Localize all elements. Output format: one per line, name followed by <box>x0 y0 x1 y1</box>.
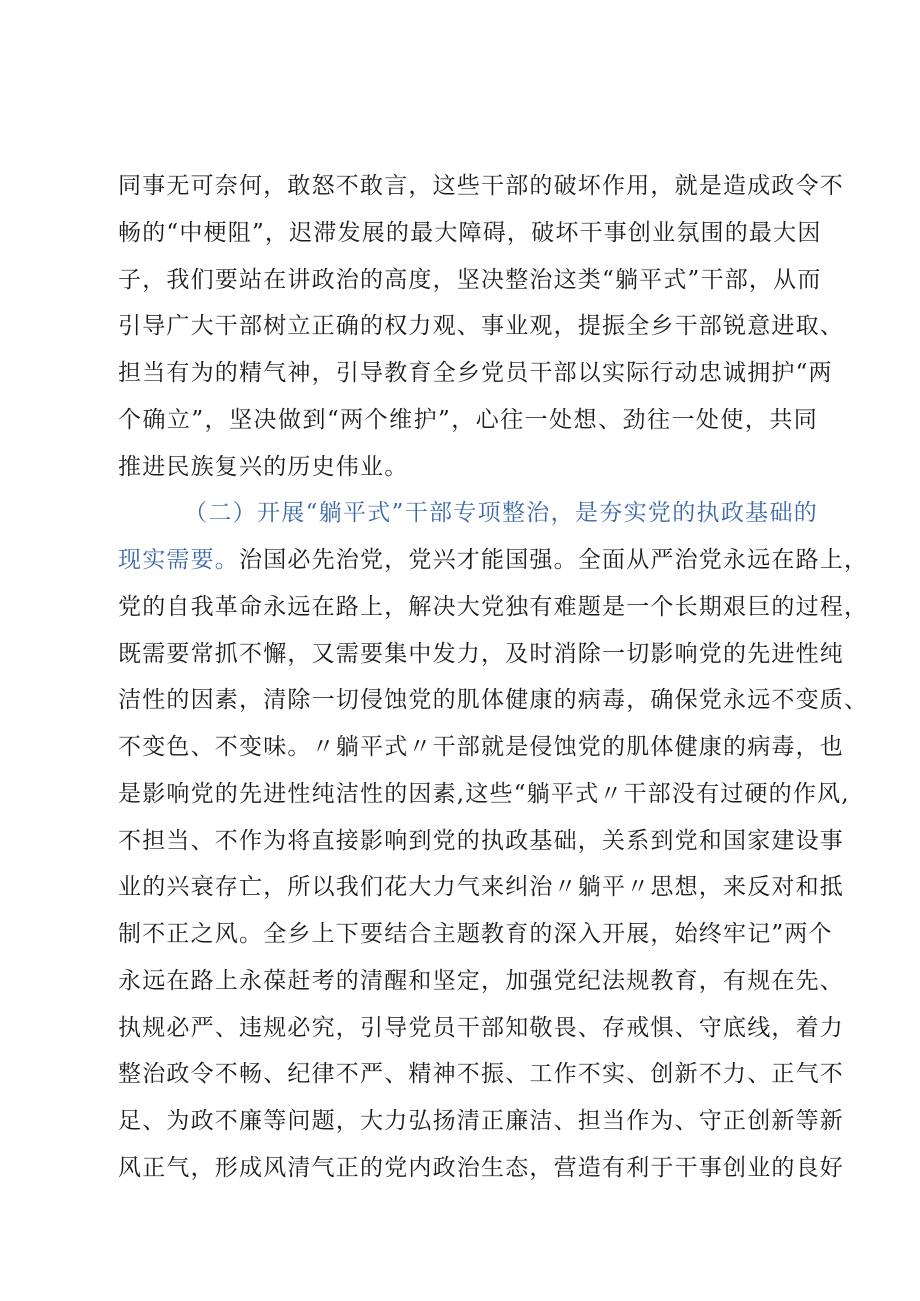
paragraph-line: 永远在路上永葆赶考的清醒和坚定，加强党纪法规教育，有规在先、 <box>118 967 844 994</box>
body-text <box>118 163 869 1192</box>
paragraph-line: 执规必严、违规必究，引导党员干部知敬畏、存戒惧、守底线，着力 <box>118 1014 844 1041</box>
paragraph-line: 整治政令不畅、纪律不严、精神不振、工作不实、创新不力、正气不 <box>118 1061 844 1088</box>
paragraph-line: 风正气，形成风清气正的党内政治生态，营造有利于干事创业的良好 <box>118 1154 844 1181</box>
paragraph-line: 不担当、不作为将直接影响到党的执政基础，关系到党和国家建设事 <box>118 827 844 854</box>
paragraph-line: 引导广大干部树立正确的权力观、事业观，提振全乡干部锐意进取、 <box>118 313 844 340</box>
paragraph-line: 党的自我革命永远在路上，解决大党独有难题是一个长期艰巨的过程， <box>118 593 869 620</box>
paragraph-line: 同事无可奈何，敢怒不敢言，这些干部的破坏作用，就是造成政令不 <box>118 173 844 199</box>
section-heading: （二）开展“躺平式”干部专项整治，是夯实党的执政基础的 <box>184 500 818 527</box>
paragraph-line: 个确立”，坚决做到“两个维护”，心往一处想、劲往一处使，共同 <box>118 406 818 433</box>
paragraph-line: 不变色、不变味。〃躺平式〃干部就是侵蚀党的肌体健康的病毒，也 <box>118 734 844 760</box>
paragraph-line-last: 推进民族复兴的历史伟业。 <box>118 453 409 480</box>
paragraph-line: 洁性的因素，清除一切侵蚀党的肌体健康的病毒，确保党永远不变质、 <box>118 687 869 714</box>
section-heading-end: 现实需要。 <box>118 547 239 573</box>
paragraph-line: 畅的“中梗阻”，迟滞发展的最大障碍，破坏干事创业氛围的最大因 <box>118 219 822 246</box>
paragraph-line: 担当有为的精气神，引导教育全乡党员干部以实际行动忠诚拥护“两 <box>118 360 833 386</box>
paragraph-line: 足、为政不廉等问题，大力弘扬清正廉洁、担当作为、守正创新等新 <box>118 1108 844 1134</box>
paragraph-line: 制不正之风。全乡上下要结合主题教育的深入开展，始终牢记”两个 <box>118 921 833 947</box>
paragraph-line: 既需要常抓不懈，又需要集中发力，及时消除一切影响党的先进性纯 <box>118 640 844 667</box>
paragraph-line <box>118 537 869 584</box>
paragraph-text: 治国必先治党，党兴才能国强。全面从严治党永远在路上， <box>239 547 869 573</box>
paragraph-line: 子，我们要站在讲政治的高度，坚决整治这类“躺平式”干部，从而 <box>118 266 822 293</box>
paragraph-line: 是影响党的先进性纯洁性的因素,这些“躺平式〃干部没有过硬的作风, <box>118 780 850 807</box>
paragraph-line: 业的兴衰存亡，所以我们花大力气来纠治〃躺平〃思想，来反对和抵 <box>118 874 844 901</box>
